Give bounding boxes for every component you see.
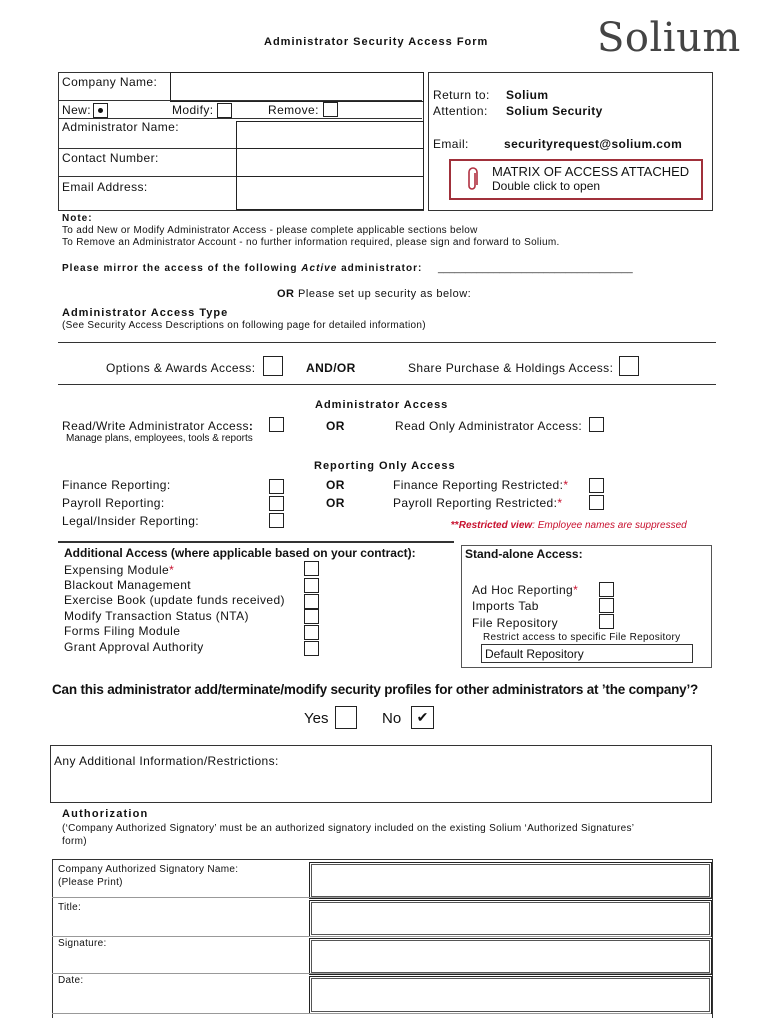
additional-item-grant-approval: Grant Approval Authority: [64, 640, 204, 654]
reporting-or-2: OR: [326, 496, 345, 510]
admin-access-title: Administrator Access: [315, 399, 449, 411]
mirror-prefix: Please mirror the access of the following: [62, 263, 302, 274]
note-line-1: To add New or Modify Administrator Access - please complete applicable sections below: [62, 225, 478, 236]
or-setup-or: OR: [277, 288, 295, 300]
new-label: New:: [62, 103, 91, 117]
security-email[interactable]: securityrequest@solium.com: [504, 137, 683, 151]
mirror-active: Active: [301, 263, 338, 274]
email-address-label: Email Address:: [62, 180, 148, 194]
return-to-value: Solium: [506, 88, 549, 102]
read-write-text: Read/Write Administrator Access: [62, 419, 249, 433]
default-repository-field[interactable]: Default Repository: [481, 644, 693, 663]
modify-checkbox[interactable]: [217, 103, 232, 118]
imports-checkbox[interactable]: [599, 598, 614, 613]
divider: [58, 118, 422, 119]
checked-dot-icon: [98, 108, 103, 113]
mirror-admin-field[interactable]: ___________________________________: [438, 263, 633, 274]
security-profile-question: Can this administrator add/terminate/modify security profiles for other administrators at ’the company’?: [52, 682, 699, 697]
checkmark-icon: ✔: [416, 709, 429, 725]
read-write-label: [62, 419, 253, 433]
payroll-restricted-text: Payroll Reporting Restricted:: [393, 496, 558, 510]
forms-filing-checkbox[interactable]: [304, 625, 319, 640]
read-only-label: Read Only Administrator Access:: [395, 419, 583, 433]
divider: [58, 100, 422, 101]
adhoc-text: Ad Hoc Reporting: [472, 583, 574, 597]
reporting-title: Reporting Only Access: [314, 460, 456, 472]
imports-label: Imports Tab: [472, 599, 539, 613]
expensing-checkbox[interactable]: [304, 561, 319, 576]
modify-label: Modify:: [172, 103, 214, 117]
yes-label: Yes: [304, 710, 329, 727]
admin-or: OR: [326, 419, 345, 433]
title-field[interactable]: [309, 900, 712, 937]
contact-number-label: Contact Number:: [62, 151, 159, 165]
additional-item-nta: Modify Transaction Status (NTA): [64, 609, 249, 623]
read-only-checkbox[interactable]: [589, 417, 604, 432]
additional-access-title: Additional Access (where applicable based on your contract):: [64, 546, 416, 560]
adhoc-checkbox[interactable]: [599, 582, 614, 597]
legal-reporting-label: Legal/Insider Reporting:: [62, 514, 200, 528]
note-line-2: To Remove an Administrator Account - no further information required, please sign and forward to Solium.: [62, 237, 560, 248]
access-type-subtitle: (See Security Access Descriptions on following page for detailed information): [62, 320, 426, 331]
solium-logo: Solium: [597, 15, 741, 61]
blackout-checkbox[interactable]: [304, 578, 319, 593]
or-setup-text: Please set up security as below:: [294, 288, 472, 300]
options-awards-label: Options & Awards Access:: [106, 361, 256, 375]
divider: [52, 973, 711, 974]
adhoc-label: [472, 583, 578, 597]
payroll-reporting-label: Payroll Reporting:: [62, 496, 165, 510]
finance-restricted-checkbox[interactable]: [589, 478, 604, 493]
payroll-reporting-checkbox[interactable]: [269, 496, 284, 511]
no-label: No: [382, 710, 402, 727]
additional-item-forms-filing: Forms Filing Module: [64, 624, 181, 638]
file-repo-checkbox[interactable]: [599, 614, 614, 629]
exercise-book-checkbox[interactable]: [304, 594, 319, 609]
additional-item-expensing: [64, 563, 174, 577]
nta-checkbox[interactable]: [304, 609, 319, 624]
company-name-label: Company Name:: [62, 75, 158, 89]
additional-item-expensing-text: Expensing Module: [64, 563, 170, 577]
company-name-field[interactable]: [170, 72, 424, 102]
finance-reporting-checkbox[interactable]: [269, 479, 284, 494]
standalone-title: Stand-alone Access:: [465, 547, 583, 561]
restricted-note-bold: Restricted view: [458, 520, 533, 531]
return-to-label: Return to:: [433, 88, 490, 102]
andor-label: AND/OR: [306, 361, 356, 375]
email-address-field[interactable]: [236, 176, 424, 210]
administrator-name-label: Administrator Name:: [62, 120, 179, 134]
share-purchase-checkbox[interactable]: [619, 356, 639, 376]
finance-reporting-label: Finance Reporting:: [62, 478, 171, 492]
additional-info-label: Any Additional Information/Restrictions:: [54, 754, 279, 768]
divider: [52, 1013, 711, 1014]
finance-restricted-star: *: [563, 478, 569, 492]
please-print-label: (Please Print): [58, 877, 123, 888]
divider: [52, 936, 711, 937]
date-field[interactable]: [309, 976, 712, 1014]
paperclip-icon: [465, 167, 479, 193]
divider: [58, 384, 716, 385]
administrator-name-field[interactable]: [236, 121, 424, 150]
note-label: Note:: [62, 213, 93, 224]
remove-checkbox[interactable]: [323, 102, 338, 117]
restrict-note: Restrict access to specific File Repository: [483, 632, 681, 643]
no-checkbox[interactable]: [411, 706, 434, 729]
signature-label: Signature:: [58, 938, 107, 949]
attachment-hint: Double click to open: [492, 179, 601, 193]
adhoc-star: *: [573, 583, 579, 597]
form-title: Administrator Security Access Form: [264, 36, 489, 48]
restricted-note-star: **: [451, 520, 459, 531]
expensing-star: *: [169, 563, 175, 577]
email-label: Email:: [433, 137, 469, 151]
yes-checkbox[interactable]: [335, 706, 357, 729]
payroll-restricted-checkbox[interactable]: [589, 495, 604, 510]
date-label: Date:: [58, 975, 84, 986]
file-repo-label: File Repository: [472, 616, 559, 630]
attention-value: Solium Security: [506, 104, 603, 118]
mirror-suffix: administrator:: [337, 263, 423, 274]
signatory-name-field[interactable]: [309, 862, 712, 899]
matrix-attachment[interactable]: [449, 159, 703, 200]
payroll-restricted-star: *: [557, 496, 563, 510]
reporting-or-1: OR: [326, 478, 345, 492]
payroll-restricted-label: [393, 496, 562, 510]
remove-label: Remove:: [268, 103, 319, 117]
signatory-name-label: Company Authorized Signatory Name:: [58, 864, 239, 875]
restricted-note-rest: : Employee names are suppressed: [532, 520, 687, 531]
grant-approval-checkbox[interactable]: [304, 641, 319, 656]
read-write-checkbox[interactable]: [269, 417, 284, 432]
attachment-title: MATRIX OF ACCESS ATTACHED: [492, 164, 690, 179]
authorization-title: Authorization: [62, 808, 149, 820]
read-write-colon: :: [248, 419, 254, 433]
new-checkbox[interactable]: [93, 103, 108, 118]
signature-field[interactable]: [309, 938, 712, 975]
read-write-note: Manage plans, employees, tools & reports: [66, 433, 253, 444]
access-type-title: Administrator Access Type: [62, 307, 229, 319]
contact-number-field[interactable]: [236, 148, 424, 178]
legal-reporting-checkbox[interactable]: [269, 513, 284, 528]
attention-label: Attention:: [433, 104, 488, 118]
finance-restricted-label: [393, 478, 568, 492]
finance-restricted-text: Finance Reporting Restricted:: [393, 478, 564, 492]
divider: [58, 541, 454, 543]
authorization-note-line-2: form): [62, 836, 87, 847]
additional-item-blackout: Blackout Management: [64, 578, 192, 592]
share-purchase-label: Share Purchase & Holdings Access:: [408, 361, 614, 375]
additional-item-exercise-book: Exercise Book (update funds received): [64, 593, 285, 607]
title-label: Title:: [58, 902, 82, 913]
or-setup-line: [277, 288, 471, 300]
mirror-prompt: [62, 263, 422, 274]
restricted-view-note: [451, 520, 687, 531]
authorization-note-line-1: (‘Company Authorized Signatory’ must be an authorized signatory included on the existing Solium ‘Authorized Signatures’: [62, 823, 635, 834]
options-awards-checkbox[interactable]: [263, 356, 283, 376]
divider: [52, 897, 711, 898]
divider: [58, 342, 716, 343]
